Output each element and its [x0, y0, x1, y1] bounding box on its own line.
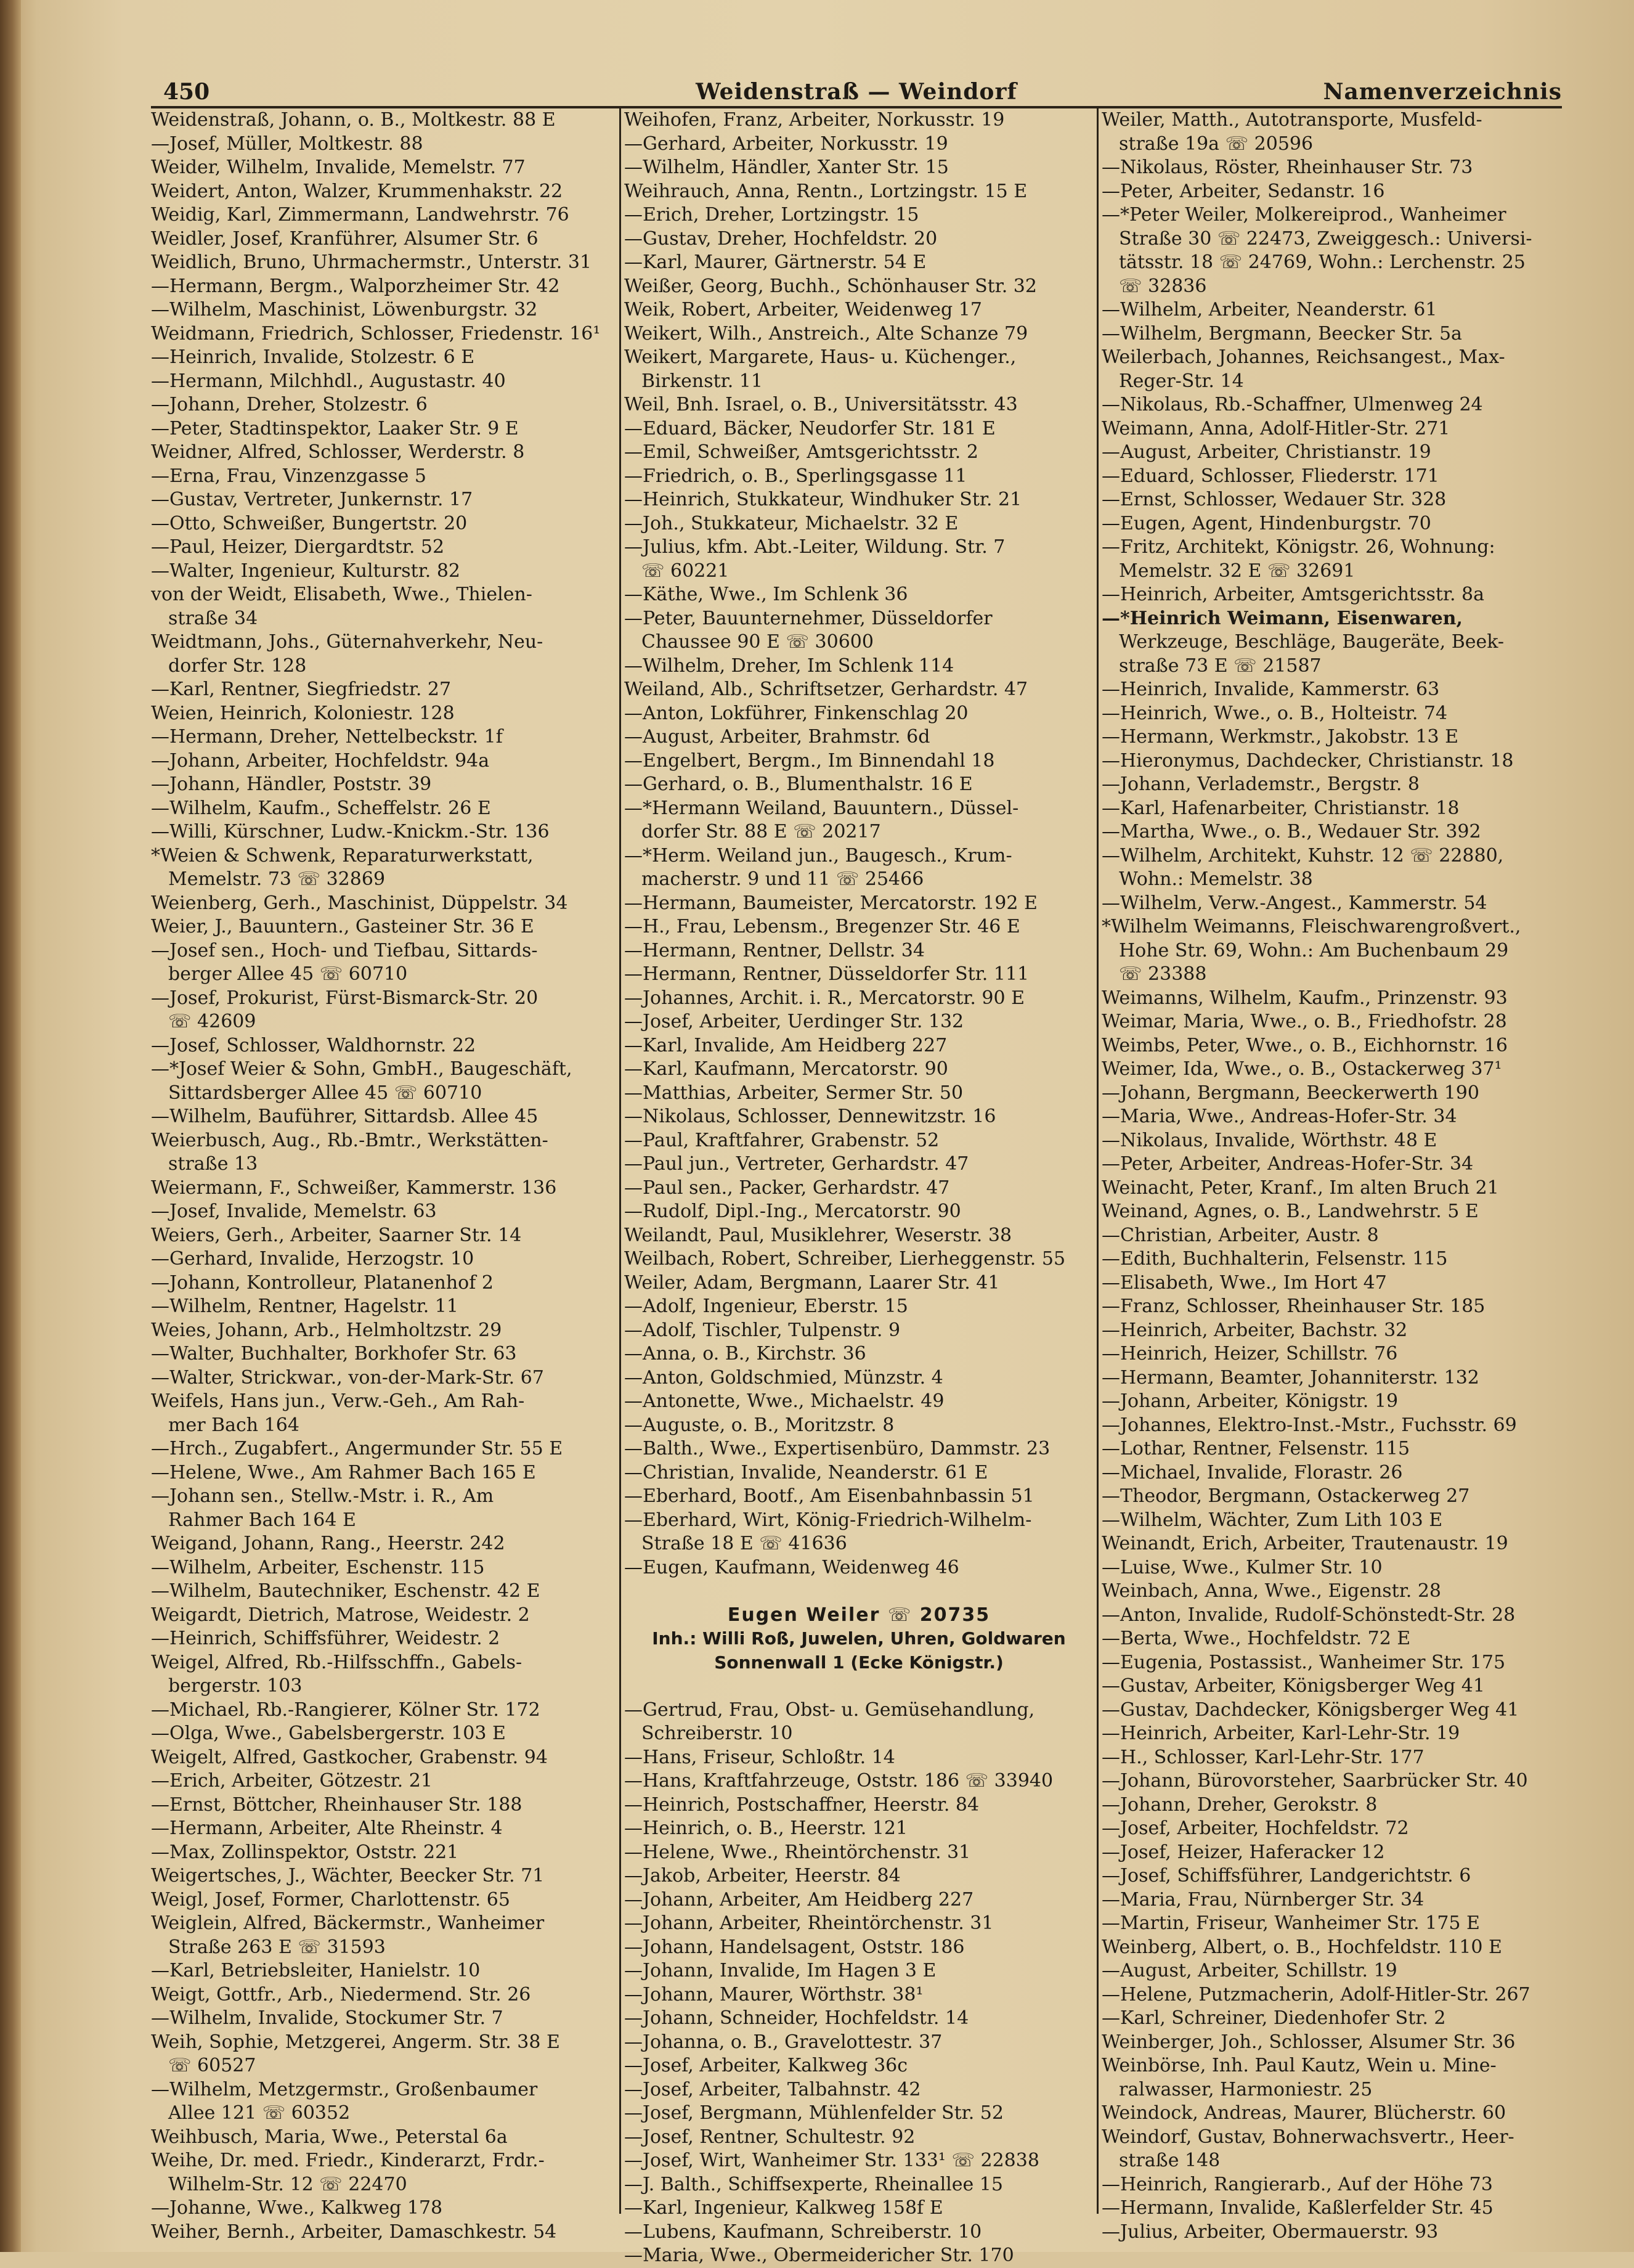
- directory-entry-line: straße 73 E ☏ 21587: [1119, 655, 1322, 677]
- directory-entry-line: —Ernst, Schlosser, Wedauer Str. 328: [1102, 489, 1447, 510]
- directory-entry-line: —Johann sen., Stellw.-Mstr. i. R., Am: [151, 1485, 494, 1507]
- directory-entry-line: —Johann, Arbeiter, Königstr. 19: [1102, 1390, 1399, 1412]
- directory-entry-line: Birkenstr. 11: [641, 370, 763, 392]
- directory-entry-line: —Willi, Kürschner, Ludw.-Knickm.-Str. 136: [151, 821, 550, 842]
- directory-entry-line: —Karl, Rentner, Siegfriedstr. 27: [151, 679, 452, 700]
- directory-entry-line: —*Peter Weiler, Molkereiprod., Wanheimer: [1102, 204, 1506, 226]
- directory-entry-line: ☏ 42609: [168, 1011, 256, 1032]
- directory-entry-line: —Wilhelm, Kaufm., Scheffelstr. 26 E: [151, 797, 491, 819]
- directory-entry-line: Weiglein, Alfred, Bäckermstr., Wanheimer: [151, 1912, 545, 1934]
- directory-entry-line: Weidenstraß, Johann, o. B., Moltkestr. 88 E: [151, 109, 556, 131]
- directory-entry-line: —Joh., Stukkateur, Michaelstr. 32 E: [624, 512, 959, 534]
- directory-entry-line: Weigl, Josef, Former, Charlottenstr. 65: [151, 1888, 510, 1911]
- directory-entry-line: bergerstr. 103: [168, 1675, 303, 1697]
- directory-entry-line: —Josef, Schlosser, Waldhornstr. 22: [151, 1034, 476, 1056]
- directory-entry-line: —Josef, Heizer, Haferacker 12: [1102, 1841, 1385, 1863]
- directory-entry-line: —Wilhelm, Verw.-Angest., Kammerstr. 54: [1102, 892, 1487, 914]
- directory-entry-line: —Michael, Invalide, Florastr. 26: [1102, 1461, 1403, 1483]
- directory-entry-line: —August, Arbeiter, Christianstr. 19: [1102, 441, 1431, 463]
- directory-entry-line: von der Weidt, Elisabeth, Wwe., Thielen-: [151, 584, 532, 605]
- directory-entry-line: —Johann, Händler, Poststr. 39: [151, 773, 432, 795]
- directory-entry-line: Weinberg, Albert, o. B., Hochfeldstr. 110 E: [1102, 1936, 1502, 1958]
- directory-entry-line: —Karl, Hafenarbeiter, Christianstr. 18: [1102, 797, 1460, 819]
- directory-entry-line: —Christian, Invalide, Neanderstr. 61 E: [624, 1461, 988, 1483]
- directory-entry-line: Weidner, Alfred, Schlosser, Werderstr. 8: [151, 441, 525, 463]
- directory-entry-line: —Josef, Schiffsführer, Landgerichtstr. 6: [1102, 1865, 1471, 1887]
- directory-entry-line: —Hermann, Bergm., Walporzheimer Str. 42: [151, 275, 560, 297]
- directory-entry-line: —Julius, kfm. Abt.-Leiter, Wildung. Str. 7: [624, 536, 1006, 558]
- directory-entry-line: straße 13: [168, 1153, 258, 1175]
- directory-entry-line: Weiers, Gerh., Arbeiter, Saarner Str. 14: [151, 1224, 522, 1246]
- directory-entry-line: —Josef, Bergmann, Mühlenfelder Str. 52: [624, 2102, 1004, 2124]
- directory-entry-line: —J. Balth., Schiffsexperte, Rheinallee 15: [624, 2173, 1003, 2195]
- directory-entry-line: Weikert, Wilh., Anstreich., Alte Schanze 79: [624, 322, 1028, 345]
- directory-entry-line: Weimar, Maria, Wwe., o. B., Friedhofstr. 28: [1102, 1011, 1507, 1032]
- directory-entry-line: —Wilhelm, Arbeiter, Eschenstr. 115: [151, 1556, 485, 1578]
- directory-entry-line: —Walter, Strickwar., von-der-Mark-Str. 67: [151, 1366, 544, 1389]
- directory-entry-line: —Hermann, Rentner, Düsseldorfer Str. 111: [624, 963, 1030, 985]
- directory-entry-line: —Hans, Friseur, Schloßtr. 14: [624, 1746, 895, 1768]
- directory-column-1: [151, 108, 616, 2244]
- directory-entry-line: Weigand, Johann, Rang., Heerstr. 242: [151, 1533, 505, 1554]
- directory-entry-line: —Theodor, Bergmann, Ostackerweg 27: [1102, 1485, 1470, 1507]
- directory-entry-line: Weinbörse, Inh. Paul Kautz, Wein u. Mine-: [1102, 2055, 1497, 2076]
- directory-entry-line: —Eduard, Bäcker, Neudorfer Str. 181 E: [624, 417, 996, 439]
- directory-entry-line: —Johann, Arbeiter, Am Heidberg 227: [624, 1888, 974, 1911]
- directory-entry-line: Weidlich, Bruno, Uhrmachermstr., Unterstr. 31: [151, 251, 592, 273]
- directory-entry-line: —Maria, Wwe., Obermeidericher Str. 170: [624, 2245, 1014, 2266]
- directory-entry-line: —Hermann, Baumeister, Mercatorstr. 192 E: [624, 892, 1038, 914]
- directory-entry-line: Weiermann, F., Schweißer, Kammerstr. 136: [151, 1177, 557, 1199]
- directory-entry-line: Weimbs, Peter, Wwe., o. B., Eichhornstr. 16: [1102, 1034, 1508, 1056]
- directory-entry-line: —Gustav, Dachdecker, Königsberger Weg 41: [1102, 1699, 1519, 1721]
- directory-entry-line: —Heinrich, Wwe., o. B., Holteistr. 74: [1102, 702, 1448, 724]
- directory-entry-line: —Lubens, Kaufmann, Schreiberstr. 10: [624, 2221, 982, 2243]
- directory-entry-line: Weinand, Agnes, o. B., Landwehrstr. 5 E: [1102, 1201, 1479, 1222]
- directory-entry-line: Weien, Heinrich, Koloniestr. 128: [151, 702, 455, 724]
- directory-entry-line: —Hermann, Dreher, Nettelbeckstr. 1f: [151, 726, 503, 748]
- directory-entry-line: —Josef sen., Hoch- und Tiefbau, Sittards-: [151, 939, 538, 961]
- directory-entry-line: Weierbusch, Aug., Rb.-Bmtr., Werkstätten-: [151, 1129, 548, 1151]
- directory-entry-line: —Johann, Dreher, Stolzestr. 6: [151, 394, 428, 415]
- directory-entry-line: [624, 1580, 1094, 1604]
- directory-entry-line: —Heinrich, Postschaffner, Heerstr. 84: [624, 1793, 980, 1816]
- directory-entry-line: Weigel, Alfred, Rb.-Hilfsschffn., Gabels-: [151, 1651, 522, 1673]
- directory-entry-line: berger Allee 45 ☏ 60710: [168, 963, 408, 985]
- directory-entry-line: Weihofen, Franz, Arbeiter, Norkusstr. 19: [624, 109, 1005, 131]
- directory-entry-line: —Engelbert, Bergm., Im Binnendahl 18: [624, 749, 995, 772]
- directory-entry-line: —Johanne, Wwe., Kalkweg 178: [151, 2197, 443, 2219]
- directory-entry-line: —Helene, Putzmacherin, Adolf-Hitler-Str. 267: [1102, 1983, 1530, 2005]
- directory-entry-line: —Nikolaus, Röster, Rheinhauser Str. 73: [1102, 157, 1473, 178]
- directory-entry-line: Weihbusch, Maria, Wwe., Peterstal 6a: [151, 2126, 508, 2148]
- directory-entry-line: —Peter, Bauunternehmer, Düsseldorfer: [624, 607, 993, 629]
- directory-entry-line: —Karl, Maurer, Gärtnerstr. 54 E: [624, 251, 927, 273]
- directory-entry-line: —Michael, Rb.-Rangierer, Kölner Str. 172: [151, 1699, 540, 1721]
- directory-entry-line: Weidig, Karl, Zimmermann, Landwehrstr. 76: [151, 204, 569, 226]
- directory-entry-line: —Erich, Arbeiter, Götzestr. 21: [151, 1770, 433, 1792]
- directory-column-3: [1102, 108, 1564, 2244]
- directory-entry-line: —Johannes, Elektro-Inst.-Mstr., Fuchsstr. 69: [1102, 1414, 1517, 1436]
- directory-entry-line: Weih, Sophie, Metzgerei, Angerm. Str. 38 E: [151, 2031, 560, 2053]
- directory-entry-line: —Nikolaus, Invalide, Wörthstr. 48 E: [1102, 1129, 1437, 1151]
- directory-entry-line: Weimer, Ida, Wwe., o. B., Ostackerweg 37¹: [1102, 1058, 1502, 1080]
- directory-entry-line: —Josef, Wirt, Wanheimer Str. 133¹ ☏ 22838: [624, 2150, 1039, 2171]
- directory-entry-line: —Edith, Buchhalterin, Felsenstr. 115: [1102, 1248, 1448, 1270]
- directory-entry-line: Weilbach, Robert, Schreiber, Lierheggenstr. 55: [624, 1248, 1066, 1270]
- directory-entry-line: —Martha, Wwe., o. B., Wedauer Str. 392: [1102, 821, 1481, 842]
- directory-entry-line: —Karl, Betriebsleiter, Hanielstr. 10: [151, 1960, 481, 1981]
- directory-entry-line: —Wilhelm, Architekt, Kuhstr. 12 ☏ 22880,: [1102, 844, 1504, 867]
- directory-entry-line: —Hieronymus, Dachdecker, Christianstr. 18: [1102, 749, 1514, 772]
- directory-entry-line: Weiler, Matth., Autotransporte, Musfeld-: [1102, 109, 1482, 131]
- directory-entry-line: —Wilhelm, Händler, Xanter Str. 15: [624, 157, 949, 178]
- directory-entry-line: —Elisabeth, Wwe., Im Hort 47: [1102, 1271, 1387, 1294]
- directory-entry-line: —Rudolf, Dipl.-Ing., Mercatorstr. 90: [624, 1201, 961, 1222]
- directory-entry-line: —Hermann, Beamter, Johanniterstr. 132: [1102, 1366, 1479, 1389]
- directory-entry-line: —*Herm. Weiland jun., Baugesch., Krum-: [624, 844, 1012, 867]
- directory-entry-line: —*Hermann Weiland, Bauuntern., Düssel-: [624, 797, 1019, 819]
- directory-entry-line: —Gustav, Vertreter, Junkernstr. 17: [151, 489, 473, 510]
- directory-entry-line: Straße 30 ☏ 22473, Zweiggesch.: Universi-: [1119, 227, 1532, 250]
- directory-entry-line: Weilerbach, Johannes, Reichsangest., Max-: [1102, 346, 1505, 368]
- directory-entry-line: —Emil, Schweißer, Amtsgerichtsstr. 2: [624, 441, 978, 463]
- directory-entry-line: Weinberger, Joh., Schlosser, Alsumer Str. 36: [1102, 2031, 1516, 2053]
- directory-entry-line: —Christian, Arbeiter, Austr. 8: [1102, 1224, 1379, 1246]
- directory-entry-line: —Karl, Schreiner, Diedenhofer Str. 2: [1102, 2007, 1446, 2029]
- directory-entry-line: Weinacht, Peter, Kranf., Im alten Bruch 21: [1102, 1177, 1499, 1199]
- directory-entry-line: —Wilhelm, Bergmann, Beecker Str. 5a: [1102, 322, 1462, 345]
- directory-entry-line: —Wilhelm, Maschinist, Löwenburgstr. 32: [151, 299, 538, 320]
- directory-entry-line: —Peter, Stadtinspektor, Laaker Str. 9 E: [151, 417, 519, 439]
- directory-entry-line: —Paul sen., Packer, Gerhardstr. 47: [624, 1177, 950, 1199]
- directory-entry-line: —Hermann, Milchhdl., Augustastr. 40: [151, 370, 506, 392]
- directory-entry-line: —Johann, Maurer, Wörthstr. 38¹: [624, 1983, 924, 2005]
- directory-entry-line: Rahmer Bach 164 E: [168, 1509, 356, 1531]
- directory-entry-line: Weindorf, Gustav, Bohnerwachsvertr., Heer-: [1102, 2126, 1514, 2148]
- directory-entry-line: —Gustav, Dreher, Hochfeldstr. 20: [624, 227, 938, 250]
- directory-entry-line: —Josef, Arbeiter, Talbahnstr. 42: [624, 2078, 921, 2100]
- directory-entry-line: Weiland, Alb., Schriftsetzer, Gerhardstr. 47: [624, 679, 1028, 700]
- running-title: Weidenstraß — Weindorf: [696, 79, 1017, 105]
- directory-entry-line: —Johanna, o. B., Gravelottestr. 37: [624, 2031, 943, 2053]
- directory-entry-line: Hohe Str. 69, Wohn.: Am Buchenbaum 29: [1119, 939, 1509, 961]
- directory-entry-line: dorfer Str. 88 E ☏ 20217: [641, 821, 881, 842]
- directory-entry-line: Weidtmann, Johs., Güternahverkehr, Neu-: [151, 631, 543, 653]
- directory-entry-line: Weihrauch, Anna, Rentn., Lortzingstr. 15 E: [624, 180, 1028, 202]
- directory-entry-line: —Franz, Schlosser, Rheinhauser Str. 185: [1102, 1295, 1486, 1317]
- directory-entry-line: —Helene, Wwe., Rheintörchenstr. 31: [624, 1841, 971, 1863]
- directory-entry-line: Wilhelm-Str. 12 ☏ 22470: [168, 2173, 407, 2195]
- directory-entry-line: —Maria, Frau, Nürnberger Str. 34: [1102, 1888, 1425, 1911]
- directory-entry-line: —Eugen, Kaufmann, Weidenweg 46: [624, 1556, 959, 1578]
- directory-entry-line: —Adolf, Ingenieur, Eberstr. 15: [624, 1295, 908, 1317]
- directory-entry-line: —Berta, Wwe., Hochfeldstr. 72 E: [1102, 1628, 1411, 1649]
- directory-entry-line: —Gerhard, Invalide, Herzogstr. 10: [151, 1248, 474, 1270]
- directory-entry-line: —Nikolaus, Rb.-Schaffner, Ulmenweg 24: [1102, 394, 1483, 415]
- directory-entry-line: —Paul, Kraftfahrer, Grabenstr. 52: [624, 1129, 940, 1151]
- directory-entry-line: Sittardsberger Allee 45 ☏ 60710: [168, 1082, 482, 1104]
- directory-entry-line: —Gertrud, Frau, Obst- u. Gemüsehandlung,: [624, 1699, 1035, 1721]
- directory-entry-line: —Eduard, Schlosser, Fliederstr. 171: [1102, 465, 1439, 487]
- directory-entry-line: —Walter, Ingenieur, Kulturstr. 82: [151, 560, 461, 582]
- directory-entry-line: —*Josef Weier & Sohn, GmbH., Baugeschäft,: [151, 1058, 572, 1080]
- directory-entry-line: —Hermann, Werkmstr., Jakobstr. 13 E: [1102, 726, 1459, 748]
- directory-entry-line: —August, Arbeiter, Schillstr. 19: [1102, 1960, 1397, 1981]
- directory-entry-line: Weilandt, Paul, Musiklehrer, Weserstr. 38: [624, 1224, 1012, 1246]
- directory-entry-line: —Johann, Invalide, Im Hagen 3 E: [624, 1960, 937, 1981]
- directory-entry-line: Weiher, Bernh., Arbeiter, Damaschkestr. 54: [151, 2221, 557, 2243]
- directory-entry-line: —Heinrich, Invalide, Kammerstr. 63: [1102, 679, 1440, 700]
- page-header: [151, 79, 1562, 110]
- section-title: Namenverzeichnis: [1323, 79, 1562, 105]
- directory-entry-line: Straße 18 E ☏ 41636: [641, 1533, 847, 1554]
- directory-entry-line: dorfer Str. 128: [168, 655, 307, 677]
- directory-entry-line: —Johann, Schneider, Hochfeldstr. 14: [624, 2007, 969, 2029]
- directory-entry-line: —Johann, Bergmann, Beeckerwerth 190: [1102, 1082, 1479, 1104]
- directory-entry-line: —Auguste, o. B., Moritzstr. 8: [624, 1414, 895, 1436]
- directory-entry-line: Weißer, Georg, Buchh., Schönhauser Str. 32: [624, 275, 1037, 297]
- directory-entry-line: —Martin, Friseur, Wanheimer Str. 175 E: [1102, 1912, 1480, 1934]
- directory-entry-line: —Johann, Kontrolleur, Platanenhof 2: [151, 1271, 494, 1294]
- directory-entry-line: —Johann, Arbeiter, Rheintörchenstr. 31: [624, 1912, 994, 1934]
- directory-entry-line: Weihe, Dr. med. Friedr., Kinderarzt, Frdr.-: [151, 2150, 545, 2171]
- directory-entry-line: —Gustav, Arbeiter, Königsberger Weg 41: [1102, 1675, 1485, 1697]
- directory-entry-line: Weies, Johann, Arb., Helmholtzstr. 29: [151, 1319, 502, 1341]
- directory-entry-line: —Erich, Dreher, Lortzingstr. 15: [624, 204, 919, 226]
- directory-entry-line: Straße 263 E ☏ 31593: [168, 1936, 386, 1958]
- directory-entry-line: Chaussee 90 E ☏ 30600: [641, 631, 874, 653]
- directory-entry-line: —Käthe, Wwe., Im Schlenk 36: [624, 584, 908, 605]
- directory-entry-line: —H., Schlosser, Karl-Lehr-Str. 177: [1102, 1746, 1425, 1768]
- directory-entry-line: —August, Arbeiter, Brahmstr. 6d: [624, 726, 930, 748]
- directory-entry-line: —Wilhelm, Bautechniker, Eschenstr. 42 E: [151, 1580, 540, 1602]
- directory-entry-line: —Eugen, Agent, Hindenburgstr. 70: [1102, 512, 1431, 534]
- directory-entry-line: Memelstr. 32 E ☏ 32691: [1119, 560, 1356, 582]
- directory-entry-line: Weigardt, Dietrich, Matrose, Weidestr. 2: [151, 1604, 530, 1626]
- directory-entry-line: —Gerhard, o. B., Blumenthalstr. 16 E: [624, 773, 973, 795]
- directory-entry-line: —Paul jun., Vertreter, Gerhardstr. 47: [624, 1153, 969, 1175]
- directory-entry-line: —Josef, Arbeiter, Uerdinger Str. 132: [624, 1011, 964, 1032]
- directory-entry-line: Weier, J., Bauuntern., Gasteiner Str. 36 E: [151, 916, 534, 937]
- directory-entry-line: —Heinrich, o. B., Heerstr. 121: [624, 1817, 908, 1839]
- directory-entry-line: —Nikolaus, Schlosser, Dennewitzstr. 16: [624, 1106, 996, 1127]
- directory-entry-line: —Johannes, Archit. i. R., Mercatorstr. 90 E: [624, 987, 1025, 1009]
- ad-line1: Eugen Weiler ☏ 20735: [727, 1604, 991, 1626]
- directory-entry-line: —Josef, Arbeiter, Hochfeldstr. 72: [1102, 1817, 1409, 1839]
- directory-entry-line: —Heinrich, Rangierarb., Auf der Höhe 73: [1102, 2173, 1493, 2195]
- column-divider-2: [1097, 106, 1099, 2214]
- directory-entry-line: ☏ 60527: [168, 2055, 256, 2076]
- directory-entry-line: —Hrch., Zugabfert., Angermunder Str. 55 E: [151, 1438, 563, 1459]
- directory-entry-line: [624, 1674, 1094, 1699]
- directory-entry-line: *Weien & Schwenk, Reparaturwerkstatt,: [151, 844, 534, 867]
- directory-entry-line: Weimanns, Wilhelm, Kaufm., Prinzenstr. 93: [1102, 987, 1508, 1009]
- directory-entry-line: Allee 121 ☏ 60352: [168, 2102, 351, 2124]
- directory-entry-line: Weinbach, Anna, Wwe., Eigenstr. 28: [1102, 1580, 1442, 1602]
- directory-entry-line: Werkzeuge, Beschläge, Baugeräte, Beek-: [1119, 631, 1505, 653]
- directory-entry-line: Memelstr. 73 ☏ 32869: [168, 868, 386, 890]
- directory-entry-line: —H., Frau, Lebensm., Bregenzer Str. 46 E: [624, 916, 1020, 937]
- directory-entry-line: —Heinrich, Arbeiter, Karl-Lehr-Str. 19: [1102, 1723, 1460, 1744]
- ad-line3: Sonnenwall 1 (Ecke Königstr.): [714, 1652, 1004, 1673]
- directory-entry-line: Reger-Str. 14: [1119, 370, 1244, 392]
- directory-entry-line: —Fritz, Architekt, Königstr. 26, Wohnung:: [1102, 536, 1495, 558]
- directory-entry-line: —Josef, Müller, Moltkestr. 88: [151, 133, 423, 155]
- directory-entry-line: ☏ 32836: [1119, 275, 1207, 297]
- directory-entry-line: —Johann, Bürovorsteher, Saarbrücker Str. 40: [1102, 1770, 1528, 1792]
- directory-entry-line: Weikert, Margarete, Haus- u. Küchenger.,: [624, 346, 1017, 368]
- directory-entry-line: Weimann, Anna, Adolf-Hitler-Str. 271: [1102, 417, 1450, 439]
- directory-entry-line: —Hermann, Rentner, Dellstr. 34: [624, 939, 925, 961]
- directory-entry-line: —Balth., Wwe., Expertisenbüro, Dammstr. 23: [624, 1438, 1051, 1459]
- page-number: 450: [163, 79, 210, 105]
- directory-entry-line: tätsstr. 18 ☏ 24769, Wohn.: Lerchenstr. 25: [1119, 251, 1526, 273]
- directory-entry-line: —Johann, Verlademstr., Bergstr. 8: [1102, 773, 1420, 795]
- directory-entry-line: —Heinrich, Arbeiter, Amtsgerichtsstr. 8a: [1102, 584, 1485, 605]
- directory-entry-line: Weigelt, Alfred, Gastkocher, Grabenstr. 94: [151, 1746, 548, 1768]
- directory-entry-line: —Wilhelm, Invalide, Stockumer Str. 7: [151, 2007, 503, 2029]
- directory-entry-line: Weienberg, Gerh., Maschinist, Düppelstr. 34: [151, 892, 568, 914]
- directory-entry-line: —Eberhard, Bootf., Am Eisenbahnbassin 51: [624, 1485, 1034, 1507]
- directory-entry-line: —Ernst, Böttcher, Rheinhauser Str. 188: [151, 1793, 522, 1816]
- directory-entry-line: straße 148: [1119, 2150, 1221, 2171]
- directory-entry-line: Weigt, Gottfr., Arb., Niedermend. Str. 26: [151, 1983, 531, 2005]
- directory-entry-line: —Wilhelm, Metzgermstr., Großenbaumer: [151, 2078, 538, 2100]
- book-spine-shadow: [0, 0, 21, 2252]
- directory-entry-line: —Josef, Rentner, Schultestr. 92: [624, 2126, 916, 2148]
- directory-entry-line: —Wilhelm, Bauführer, Sittardsb. Allee 45: [151, 1106, 539, 1127]
- directory-entry-line: Weiler, Adam, Bergmann, Laarer Str. 41: [624, 1271, 1000, 1294]
- advertisement-eugen-weiler: [624, 1604, 1094, 1675]
- directory-entry-line: —Wilhelm, Dreher, Im Schlenk 114: [624, 655, 954, 677]
- directory-entry-line: —Johann, Arbeiter, Hochfeldstr. 94a: [151, 749, 490, 772]
- directory-entry-line: —Anton, Goldschmied, Münzstr. 4: [624, 1366, 943, 1389]
- directory-entry-line: —Hermann, Invalide, Kaßlerfelder Str. 45: [1102, 2197, 1494, 2219]
- directory-entry-line: Weifels, Hans jun., Verw.-Geh., Am Rah-: [151, 1390, 525, 1412]
- directory-entry-line: —Peter, Arbeiter, Sedanstr. 16: [1102, 180, 1385, 202]
- directory-entry-line: Weidert, Anton, Walzer, Krummenhakstr. 22: [151, 180, 563, 202]
- directory-entry-line: Schreiberstr. 10: [641, 1723, 793, 1744]
- directory-entry-line: macherstr. 9 und 11 ☏ 25466: [641, 868, 924, 890]
- directory-entry-line: Weidler, Josef, Kranführer, Alsumer Str. 6: [151, 227, 539, 250]
- directory-entry-line: ralwasser, Harmoniestr. 25: [1119, 2078, 1373, 2100]
- directory-entry-line: ☏ 60221: [641, 560, 730, 582]
- directory-entry-line: Weindock, Andreas, Maurer, Blücherstr. 60: [1102, 2102, 1506, 2124]
- directory-entry-line: —Heinrich, Stukkateur, Windhuker Str. 21: [624, 489, 1022, 510]
- directory-entry-line: Weidmann, Friedrich, Schlosser, Friedenstr. 16¹: [151, 322, 601, 345]
- directory-entry-line: —Josef, Arbeiter, Kalkweg 36c: [624, 2055, 908, 2076]
- directory-entry-line: —Julius, Arbeiter, Obermauerstr. 93: [1102, 2221, 1439, 2243]
- directory-entry-line: —Hans, Kraftfahrzeuge, Oststr. 186 ☏ 33940: [624, 1770, 1054, 1792]
- directory-entry-line: —Hermann, Arbeiter, Alte Rheinstr. 4: [151, 1817, 503, 1839]
- directory-entry-line: —*Heinrich Weimann, Eisenwaren,: [1102, 607, 1463, 629]
- directory-entry-line: —Karl, Kaufmann, Mercatorstr. 90: [624, 1058, 948, 1080]
- directory-column-2: [624, 108, 1094, 2268]
- directory-entry-line: Weil, Bnh. Israel, o. B., Universitätsstr. 43: [624, 394, 1018, 415]
- directory-entry-line: Weik, Robert, Arbeiter, Weidenweg 17: [624, 299, 982, 320]
- column-divider-1: [619, 106, 621, 2214]
- directory-entry-line: mer Bach 164: [168, 1414, 299, 1436]
- directory-entry-line: Weider, Wilhelm, Invalide, Memelstr. 77: [151, 157, 526, 178]
- directory-entry-line: —Heinrich, Schiffsführer, Weidestr. 2: [151, 1628, 500, 1649]
- directory-entry-line: —Paul, Heizer, Diergardtstr. 52: [151, 536, 445, 558]
- directory-entry-line: —Wilhelm, Rentner, Hagelstr. 11: [151, 1295, 458, 1317]
- directory-entry-line: Wohn.: Memelstr. 38: [1119, 868, 1313, 890]
- directory-entry-line: —Josef, Invalide, Memelstr. 63: [151, 1201, 437, 1222]
- directory-entry-line: *Wilhelm Weimanns, Fleischwarengroßvert.,: [1102, 916, 1521, 937]
- directory-entry-line: Weinandt, Erich, Arbeiter, Trautenaustr. 19: [1102, 1533, 1508, 1554]
- ad-line2: Inh.: Willi Roß, Juwelen, Uhren, Goldwaren: [652, 1628, 1066, 1649]
- directory-entry-line: —Karl, Invalide, Am Heidberg 227: [624, 1034, 948, 1056]
- directory-entry-line: —Heinrich, Invalide, Stolzestr. 6 E: [151, 346, 475, 368]
- directory-entry-line: —Erna, Frau, Vinzenzgasse 5: [151, 465, 426, 487]
- directory-entry-line: straße 34: [168, 607, 258, 629]
- directory-entry-line: —Eugenia, Postassist., Wanheimer Str. 175: [1102, 1651, 1506, 1673]
- directory-entry-line: —Johann, Dreher, Gerokstr. 8: [1102, 1793, 1378, 1816]
- directory-entry-line: —Josef, Prokurist, Fürst-Bismarck-Str. 20: [151, 987, 539, 1009]
- directory-entry-line: —Antonette, Wwe., Michaelstr. 49: [624, 1390, 945, 1412]
- directory-entry-line: —Otto, Schweißer, Bungertstr. 20: [151, 512, 468, 534]
- directory-entry-line: —Eberhard, Wirt, König-Friedrich-Wilhelm-: [624, 1509, 1032, 1531]
- directory-entry-line: —Johann, Handelsagent, Oststr. 186: [624, 1936, 965, 1958]
- directory-entry-line: Weigertsches, J., Wächter, Beecker Str. 71: [151, 1865, 545, 1887]
- directory-entry-line: —Walter, Buchhalter, Borkhofer Str. 63: [151, 1343, 517, 1364]
- directory-entry-line: —Olga, Wwe., Gabelsbergerstr. 103 E: [151, 1723, 506, 1744]
- directory-entry-line: —Anton, Lokführer, Finkenschlag 20: [624, 702, 969, 724]
- directory-entry-line: —Max, Zollinspektor, Oststr. 221: [151, 1841, 459, 1863]
- directory-entry-line: —Adolf, Tischler, Tulpenstr. 9: [624, 1319, 901, 1341]
- directory-entry-line: straße 19a ☏ 20596: [1119, 133, 1314, 155]
- directory-entry-line: —Gerhard, Arbeiter, Norkusstr. 19: [624, 133, 948, 155]
- directory-entry-line: —Peter, Arbeiter, Andreas-Hofer-Str. 34: [1102, 1153, 1474, 1175]
- directory-entry-line: —Matthias, Arbeiter, Sermer Str. 50: [624, 1082, 964, 1104]
- directory-entry-line: —Wilhelm, Wächter, Zum Lith 103 E: [1102, 1509, 1443, 1531]
- directory-entry-line: —Maria, Wwe., Andreas-Hofer-Str. 34: [1102, 1106, 1457, 1127]
- directory-entry-line: —Anton, Invalide, Rudolf-Schönstedt-Str. 28: [1102, 1604, 1516, 1626]
- directory-entry-line: —Friedrich, o. B., Sperlingsgasse 11: [624, 465, 967, 487]
- directory-entry-line: —Anna, o. B., Kirchstr. 36: [624, 1343, 866, 1364]
- directory-entry-line: —Jakob, Arbeiter, Heerstr. 84: [624, 1865, 901, 1887]
- directory-entry-line: —Luise, Wwe., Kulmer Str. 10: [1102, 1556, 1383, 1578]
- directory-entry-line: —Wilhelm, Arbeiter, Neanderstr. 61: [1102, 299, 1437, 320]
- directory-entry-line: ☏ 23388: [1119, 963, 1207, 985]
- directory-entry-line: —Helene, Wwe., Am Rahmer Bach 165 E: [151, 1461, 536, 1483]
- directory-entry-line: —Heinrich, Arbeiter, Bachstr. 32: [1102, 1319, 1408, 1341]
- directory-entry-line: —Lothar, Rentner, Felsenstr. 115: [1102, 1438, 1410, 1459]
- directory-entry-line: —Heinrich, Heizer, Schillstr. 76: [1102, 1343, 1398, 1364]
- directory-entry-line: —Karl, Ingenieur, Kalkweg 158f E: [624, 2197, 943, 2219]
